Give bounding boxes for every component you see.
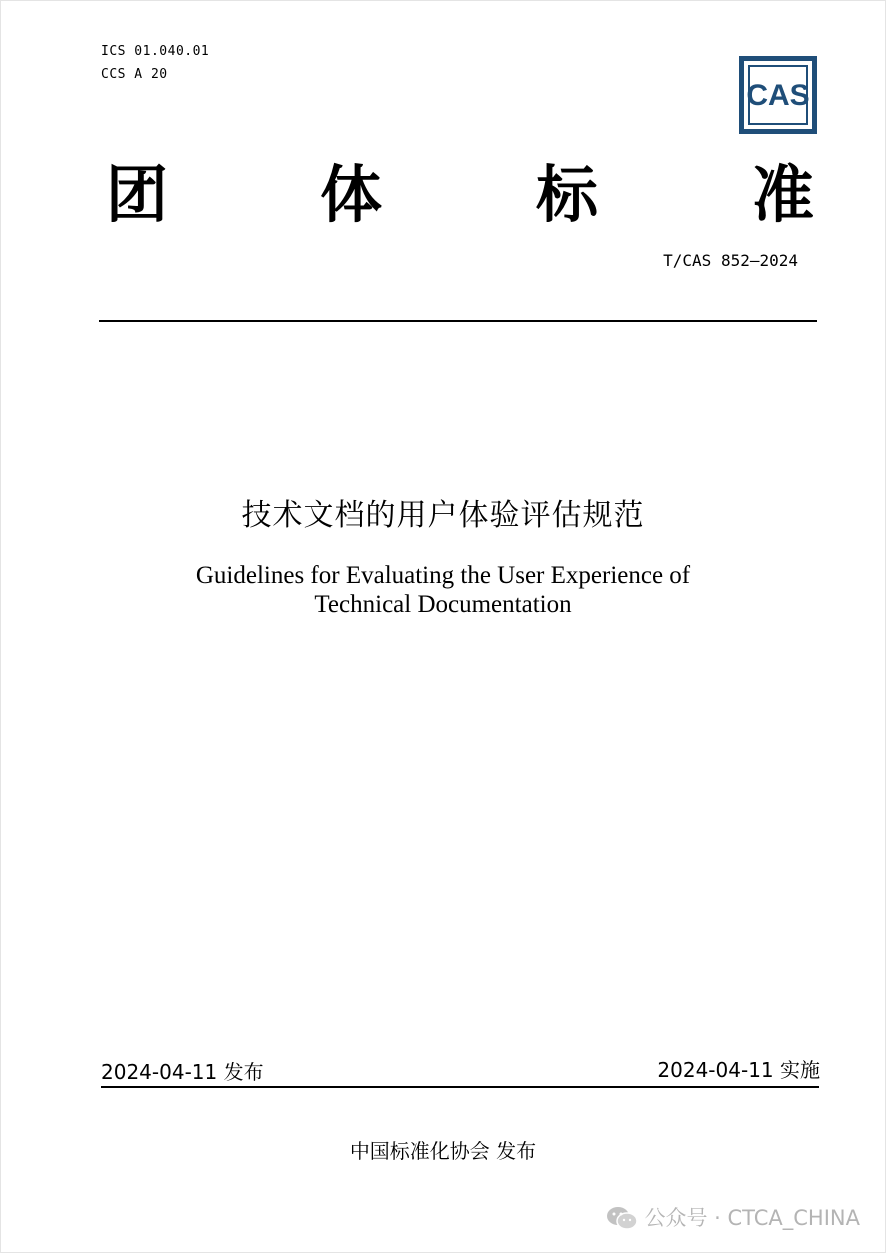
publisher: 中国标准化协会 发布 [349,1139,537,1163]
logo-text: CAS [746,79,810,112]
doc-type-char-3: 标 [536,158,599,231]
title-english-line-2: Technical Documentation [314,591,572,618]
doc-type-char-2: 体 [320,158,383,231]
publish-date: 2024-04-11 发布 [101,1060,264,1084]
ics-code: ICS 01.040.01 [101,44,210,59]
wechat-icon [606,1205,638,1231]
footer-divider [101,1086,819,1088]
doc-type-char-1: 团 [106,158,169,231]
title-english-line-1: Guidelines for Evaluating the User Experience of [195,562,691,589]
watermark-text: 公众号 · CTCA_CHINA [644,1206,860,1230]
watermark [606,1203,860,1233]
header-divider [99,320,817,322]
effective-date: 2024-04-11 实施 [657,1058,820,1082]
title-chinese: 技术文档的用户体验评估规范 [241,498,645,533]
standard-number: T/CAS 852—2024 [663,251,798,270]
doc-type-char-4: 准 [752,158,815,231]
ccs-code: CCS A 20 [101,67,168,82]
cas-logo [739,56,817,134]
classification-codes [101,40,209,86]
